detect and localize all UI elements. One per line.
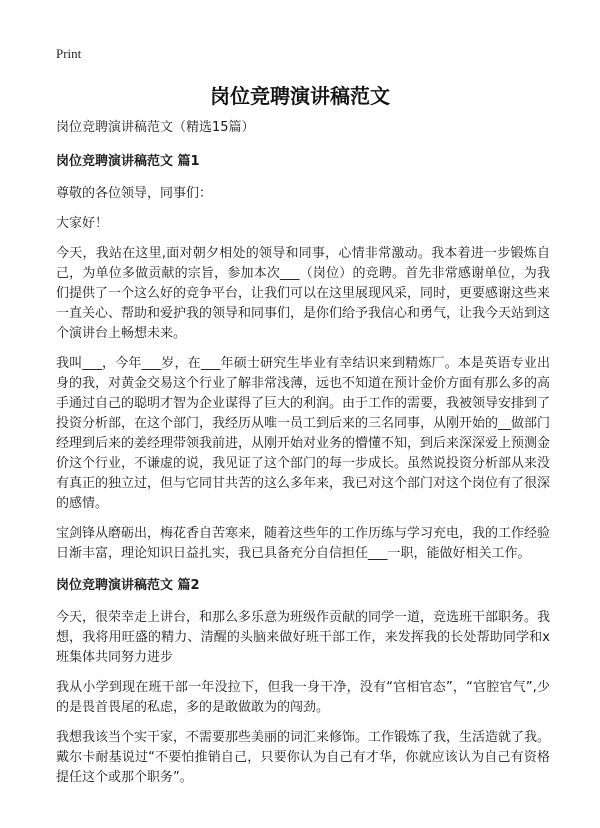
paragraph: 今天，我站在这里,面对朝夕相处的领导和同事，心情非常激动。我本着进一步锻炼自己，为单位多做贡献的宗旨，参加本次___（岗位）的竞聘。首先非常感谢单位，为我们提供了一个这么好的竞争平台，让我们可以在这里展现风采，同时，更要感谢这些来一直关心、帮助和爱护我的领导和同事们，是你们给予我信心和勇气，让我今天站到这个演讲台上畅想未来。 [56,246,551,341]
document-body [56,118,550,798]
paragraph: 今天，很荣幸走上讲台，和那么多乐意为班级作贡献的同学一道，竞选班干部职务。我想，我将用旺盛的精力、清醒的头脑来做好班干部工作，来发挥我的长处帮助同学和x班集体共同努力进步 [56,610,551,665]
section-heading-1: 岗位竞聘演讲稿范文 篇1 [56,154,200,169]
paragraph: 我想我该当个实干家，不需要那些美丽的词汇来修饰。工作锻炼了我，生活造就了我。戴尔卡耐基说过“不要怕推销自己，只要你认为自己有才华，你就应该认为自己有资格提任这个或那个职务”。 [56,730,551,785]
paragraph: 我从小学到现在班干部一年没拉下，但我一身干净，没有“官相官态”，“官腔官气”,少的是畏首畏尾的私虑，多的是敢做敢为的闯劲。 [56,680,550,715]
section-heading-2: 岗位竞聘演讲稿范文 篇2 [56,578,200,593]
greeting: 大家好！ [56,216,109,231]
print-label: Print [56,46,82,61]
paragraph: 宝剑锋从磨砺出，梅花香自苦寒来，随着这些年的工作历练与学习充电，我的工作经验日渐丰富，理论知识日益扎实，我已具备充分自信担任___一职，能做好相关工作。 [56,526,551,561]
salutation: 尊敬的各位领导，同事们： [56,186,213,201]
document-subtitle: 岗位竞聘演讲稿范文（精选15篇） [56,120,255,135]
page-title: 岗位竞聘演讲稿范文 [210,84,390,108]
paragraph: 我叫___，今年___岁，在___年硕士研究生毕业有幸结识来到精炼厂。本是英语专业出身的我，对黄金交易这个行业了解非常浅薄，远也不知道在预计金价方面有那么多的高手通过自己的聪明才智为企业谋得了巨大的利润。由于工作的需要，我被领导安排到了投资分析部，在这个部门，我经历从唯一员工到后来的三名同事，从刚开始的__做部门经理到后来的姜经理带领我前进，从刚开始对业务的懵懂不知，到后来深深爱上预测金价这个行业，不谦虚的说，我见证了这个部门的每一步成长。虽然说投资分析部从来没有真正的独立过，但与它同甘共苦的这么多年来，我已对这个部门对这个岗位有了很深的感情。 [56,356,551,511]
